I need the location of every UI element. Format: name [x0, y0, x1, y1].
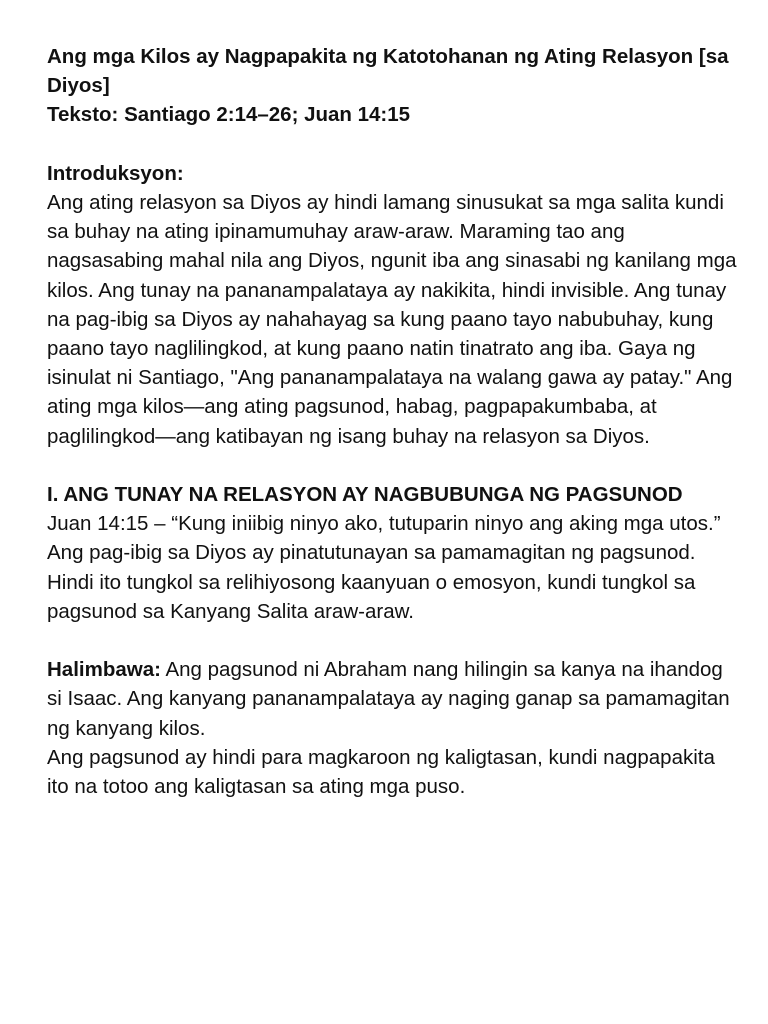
- section-one-paragraph-1: Ang pag-ibig sa Diyos ay pinatutunayan sa pamamagitan ng pagsunod.: [47, 541, 696, 565]
- section-one: [47, 480, 737, 626]
- example-text: Ang pagsunod ni Abraham nang hilingin sa kanya na ihandog si Isaac. Ang kanyang pananampalataya ay naging ganap sa pamamagitan ng kanyang kilos.: [47, 658, 730, 740]
- document-page: [47, 42, 737, 801]
- example-paragraph: [47, 655, 737, 743]
- introduction-heading: Introduksyon:: [47, 161, 184, 185]
- example-conclusion: Ang pagsunod ay hindi para magkaroon ng kaligtasan, kundi nagpapakita ito na totoo ang kaligtasan sa ating mga puso.: [47, 745, 715, 799]
- example-label: Halimbawa:: [47, 658, 161, 682]
- scripture-reference: Teksto: Santiago 2:14–26; Juan 14:15: [47, 103, 411, 127]
- introduction-section: [47, 159, 737, 451]
- section-one-paragraph-2: Hindi ito tungkol sa relihiyosong kaanyuan o emosyon, kundi tungkol sa pagsunod sa Kanyang Salita araw-araw.: [47, 570, 696, 623]
- introduction-body: Ang ating relasyon sa Diyos ay hindi lamang sinusukat sa mga salita kundi sa buhay na ating ipinamumuhay araw-araw. Maraming tao ang nagsasabing mahal nila ang Diyos, ngunit iba ang sinasabi ng kanilang mga kilos. Ang tunay na pananampalataya ay nakikita, hindi invisible. Ang tunay na pag-ibig sa Diyos ay nahahayag sa kung paano tayo nabubuhay, kung paano tayo naglilingkod, at kung paano natin tinatrato ang iba. Gaya ng isinulat ni Santiago, "Ang pananampalataya na walang gawa ay patay." Ang ating mga kilos—ang ating pagsunod, habag, pagpapakumbaba, at paglilingkod—ang katibayan ng isang buhay na relasyon sa Diyos.: [47, 191, 737, 448]
- example-section: [47, 655, 737, 801]
- section-one-heading: I. ANG TUNAY NA RELASYON AY NAGBUBUNGA NG PAGSUNOD: [47, 483, 683, 507]
- document-header: [47, 42, 737, 130]
- section-one-verse: Juan 14:15 – “Kung iniibig ninyo ako, tutuparin ninyo ang aking mga utos.”: [47, 512, 721, 536]
- document-title: Ang mga Kilos ay Nagpapakita ng Katotohanan ng Ating Relasyon [sa Diyos]: [47, 45, 729, 98]
